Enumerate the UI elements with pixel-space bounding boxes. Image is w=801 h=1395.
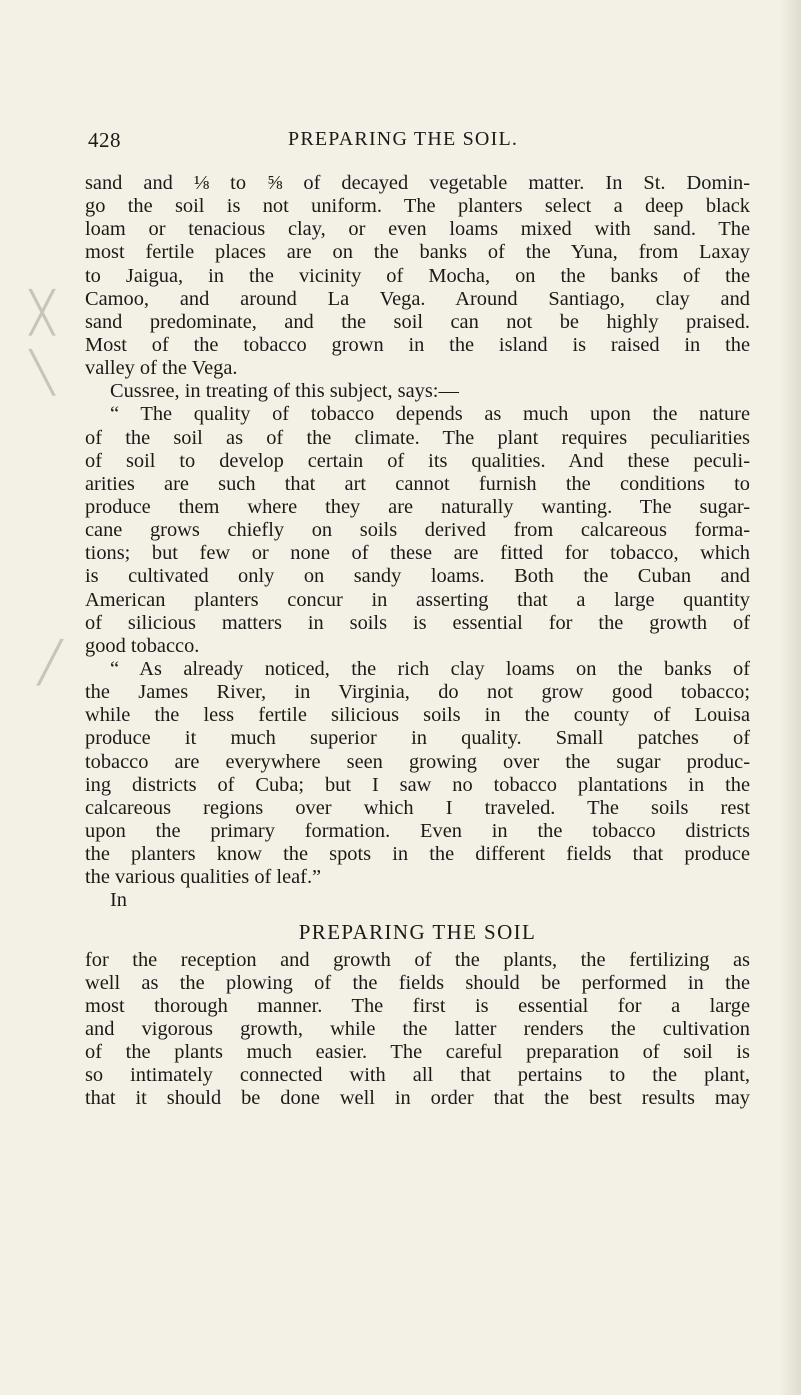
text-line: of silicious matters in soils is essential for the growth of: [85, 611, 750, 634]
text-line: while the less fertile silicious soils in the county of Louisa: [85, 704, 750, 727]
margin-pencil-mark: ╱: [38, 640, 63, 686]
text-line: so intimately connected with all that pertains to the plant,: [85, 1064, 750, 1087]
text-line: loam or tenacious clay, or even loams mixed with sand. The: [85, 218, 750, 241]
text-line: go the soil is not uniform. The planters select a deep black: [85, 195, 750, 218]
text-line: sand and ⅛ to ⅝ of decayed vegetable matter. In St. Domin-: [85, 172, 750, 194]
text-line: the James River, in Virginia, do not grow good tobacco;: [85, 681, 750, 704]
text-line: “ As already noticed, the rich clay loams on the banks of: [110, 657, 750, 680]
text-line: is cultivated only on sandy loams. Both the Cuban and: [85, 565, 750, 588]
running-head: [88, 128, 748, 158]
text-line: well as the plowing of the fields should be performed in the: [85, 971, 750, 994]
text-line: Most of the tobacco grown in the island is raised in the: [85, 333, 750, 356]
text-line: the various qualities of leaf.”: [85, 866, 322, 889]
page-edge-shadow: [779, 0, 801, 1395]
text-line: most fertile places are on the banks of the Yuna, from Laxay: [85, 241, 750, 264]
text-line: “ The quality of tobacco depends as much upon the nature: [110, 403, 750, 426]
margin-pencil-mark: ╳: [30, 290, 55, 336]
text-line: produce it much superior in quality. Small patches of: [85, 727, 750, 750]
text-line: tobacco are everywhere seen growing over the sugar produc-: [85, 750, 750, 773]
text-line: Camoo, and around La Vega. Around Santiago, clay and: [85, 287, 750, 310]
section-heading: PREPARING THE SOIL: [298, 919, 537, 944]
text-line: for the reception and growth of the plants, the fertilizing as: [85, 948, 750, 971]
text-line: produce them where they are naturally wanting. The sugar-: [85, 495, 750, 518]
text-line: arities are such that art cannot furnish the conditions to: [85, 472, 750, 495]
text-line: ing districts of Cuba; but I saw no tobacco plantations in the: [85, 773, 750, 796]
text-line: Cussree, in treating of this subject, says:—: [110, 380, 459, 403]
text-line: good tobacco.: [85, 634, 200, 657]
text-line: that it should be done well in order that the best results may: [85, 1087, 750, 1110]
text-line: sand predominate, and the soil can not be highly praised.: [85, 310, 750, 333]
text-line: tions; but few or none of these are fitted for tobacco, which: [85, 542, 750, 565]
text-line: cane grows chiefly on soils derived from calcareous forma-: [85, 519, 750, 542]
text-line: upon the primary formation. Even in the tobacco districts: [85, 819, 750, 842]
page-number: 428: [88, 128, 121, 152]
text-line: valley of the Vega.: [85, 357, 238, 380]
text-line: to Jaigua, in the vicinity of Mocha, on the banks of the: [85, 264, 750, 287]
text-line: of the soil as of the climate. The plant requires peculiarities: [85, 426, 750, 449]
text-line: In: [110, 889, 127, 912]
text-line: the planters know the spots in the different fields that produce: [85, 843, 750, 866]
margin-pencil-mark: ╲: [30, 350, 55, 396]
body-text: [85, 172, 750, 1110]
text-line: most thorough manner. The first is essential for a large: [85, 994, 750, 1017]
text-line: of soil to develop certain of its qualities. And these peculi-: [85, 449, 750, 472]
text-line: of the plants much easier. The careful preparation of soil is: [85, 1041, 750, 1064]
text-line: American planters concur in asserting that a large quantity: [85, 588, 750, 611]
text-line: and vigorous growth, while the latter renders the cultivation: [85, 1017, 750, 1040]
running-title: PREPARING THE SOIL.: [288, 128, 519, 150]
text-line: calcareous regions over which I traveled. The soils rest: [85, 796, 750, 819]
